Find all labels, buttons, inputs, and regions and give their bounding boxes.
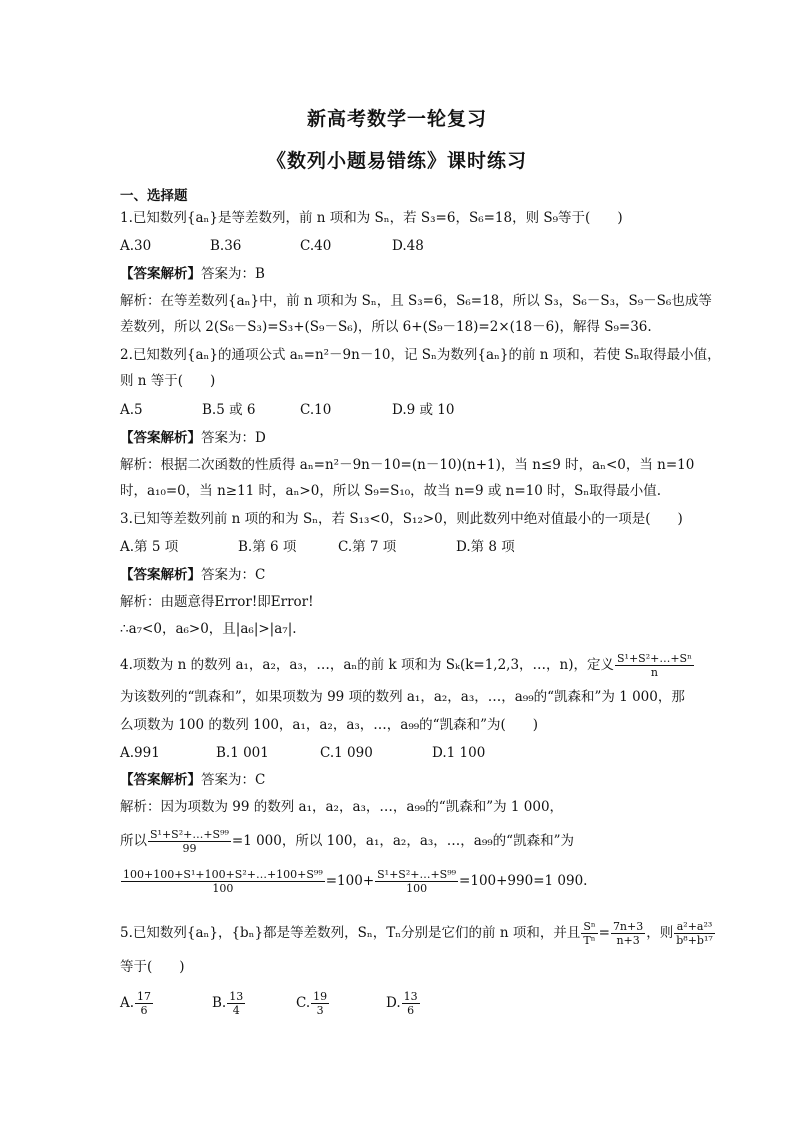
question-2-options bbox=[120, 401, 700, 419]
question-1-text: 1.已知数列{aₙ}是等差数列，前 n 项和为 Sₙ，若 S₃=6，S₆=18，则 S₉等于( ) bbox=[120, 210, 623, 226]
fraction-denominator: 100 bbox=[406, 882, 428, 895]
question-3-analysis-line: 解析：由题意得Error!即Error! bbox=[120, 594, 314, 610]
option-d: D.48 bbox=[392, 238, 424, 254]
question-3-text: 3.已知等差数列前 n 项的和为 Sₙ，若 S₁₃<0，S₁₂>0，则此数列中绝对值最小的一项是( ) bbox=[120, 511, 683, 527]
fraction-numerator: S¹+S²+…+S⁹⁹ bbox=[150, 828, 229, 841]
option-label: A. bbox=[120, 995, 135, 1011]
question-3-answer bbox=[120, 566, 700, 584]
question-4-answer bbox=[120, 771, 700, 789]
answer-text: 答案为：B bbox=[201, 266, 265, 282]
fraction-numerator: 7n+3 bbox=[612, 920, 644, 933]
fraction-numerator: a²+a²³ bbox=[674, 920, 715, 934]
option-label: D. bbox=[386, 995, 401, 1011]
fraction-numerator: 13 bbox=[403, 990, 418, 1003]
option-label: C. bbox=[296, 995, 311, 1011]
answer-tag: 【答案解析】 bbox=[120, 567, 201, 583]
question-3-analysis-line: ∴a₇<0，a₆>0，且|a₆|>|a₇|. bbox=[120, 621, 297, 637]
kaisen-sum-fraction bbox=[375, 868, 458, 895]
kaisen-sum-fraction bbox=[121, 868, 325, 895]
question-4-analysis-line bbox=[120, 828, 700, 855]
fraction-numerator: 17 bbox=[137, 990, 152, 1003]
ratio-fraction bbox=[581, 920, 597, 947]
analysis-text: =100+ bbox=[325, 873, 375, 889]
option-d: D.9 或 10 bbox=[392, 402, 455, 418]
question-5-text: 等于( ) bbox=[120, 959, 185, 975]
option-c: C.40 bbox=[300, 238, 332, 254]
analysis-text: =100+990=1 090. bbox=[459, 873, 588, 889]
option-c: C.10 bbox=[300, 402, 332, 418]
kaisen-sum-fraction bbox=[148, 828, 231, 855]
option-b: B.1 001 bbox=[216, 745, 269, 761]
fraction-denominator: 4 bbox=[232, 1004, 240, 1017]
answer-tag: 【答案解析】 bbox=[120, 266, 201, 282]
option-fraction bbox=[402, 990, 420, 1017]
fraction-numerator: 13 bbox=[229, 990, 244, 1003]
fraction-denominator: b⁸+b¹⁷ bbox=[676, 934, 713, 947]
question-text: 5.已知数列{aₙ}，{bₙ}都是等差数列，Sₙ，Tₙ分别是它们的前 n 项和，并且 bbox=[120, 925, 581, 941]
option-b: B.第 6 项 bbox=[238, 539, 297, 555]
option-label: B. bbox=[212, 995, 227, 1011]
option-c bbox=[296, 990, 386, 1017]
ratio-fraction bbox=[611, 920, 645, 947]
fraction-numerator: Sⁿ bbox=[583, 920, 596, 933]
ratio-fraction bbox=[674, 920, 715, 947]
option-a: A.991 bbox=[120, 745, 160, 761]
answer-text: 答案为：D bbox=[201, 430, 266, 446]
fraction-numerator: S¹+S²+…+S⁹⁹ bbox=[377, 868, 457, 881]
question-text: ，则 bbox=[646, 925, 674, 941]
question-4-options bbox=[120, 744, 700, 762]
option-fraction bbox=[135, 990, 153, 1017]
kaisen-sum-fraction bbox=[615, 652, 694, 679]
fraction-numerator: 100+100+S¹+100+S²+…+100+S⁹⁹ bbox=[123, 868, 323, 881]
document-title: 新高考数学一轮复习 bbox=[306, 108, 487, 130]
question-2-text: 2.已知数列{aₙ}的通项公式 aₙ=n²－9n－10，记 Sₙ为数列{aₙ}的前 n 项和，若使 Sₙ取得最小值， bbox=[120, 347, 721, 363]
option-a: A.第 5 项 bbox=[120, 539, 179, 555]
answer-tag: 【答案解析】 bbox=[120, 430, 201, 446]
fraction-denominator: 3 bbox=[316, 1004, 324, 1017]
question-2-analysis-line: 时，a₁₀=0，当 n≥11 时，aₙ>0，所以 S₉=S₁₀，故当 n=9 或 n=10 时，Sₙ取得最小值. bbox=[120, 483, 661, 499]
question-4-text: 么项数为 100 的数列 100，a₁，a₂，a₃，…，a₉₉的“凯森和”为( ) bbox=[120, 717, 538, 733]
option-d: D.第 8 项 bbox=[456, 539, 515, 555]
option-a: A.30 bbox=[120, 238, 152, 254]
fraction-denominator: 6 bbox=[407, 1004, 415, 1017]
fraction-denominator: n bbox=[650, 666, 658, 679]
option-d bbox=[386, 990, 421, 1017]
option-a: A.5 bbox=[120, 402, 143, 418]
question-4-text bbox=[120, 652, 700, 679]
option-c: C.第 7 项 bbox=[338, 539, 397, 555]
question-2-analysis-line: 解析：根据二次函数的性质得 aₙ=n²－9n－10=(n－10)(n+1)，当 n≤9 时，aₙ<0，当 n=10 bbox=[120, 457, 695, 473]
answer-text: 答案为：C bbox=[201, 772, 266, 788]
question-1-analysis-line: 差数列，所以 2(S₆－S₃)=S₃+(S₉－S₆)，所以 6+(S₉－18)=2×(18－6)，解得 S₉=36. bbox=[120, 319, 652, 335]
question-4-analysis-line: 解析：因为项数为 99 的数列 a₁，a₂，a₃，…，a₉₉的“凯森和”为 1 000， bbox=[120, 799, 564, 815]
section-heading: 一、选择题 bbox=[120, 188, 188, 204]
question-4-analysis-line bbox=[120, 868, 700, 895]
document-subtitle: 《数列小题易错练》课时练习 bbox=[266, 150, 527, 172]
equals-sign: = bbox=[598, 925, 610, 941]
answer-tag: 【答案解析】 bbox=[120, 772, 201, 788]
fraction-numerator: S¹+S²+…+Sⁿ bbox=[617, 652, 692, 665]
question-5-options bbox=[120, 990, 700, 1017]
question-2-text: 则 n 等于( ) bbox=[120, 373, 216, 389]
option-c: C.1 090 bbox=[320, 745, 373, 761]
option-fraction bbox=[227, 990, 245, 1017]
fraction-numerator: 19 bbox=[313, 990, 328, 1003]
option-fraction bbox=[311, 990, 329, 1017]
analysis-text: 所以 bbox=[120, 833, 147, 849]
fraction-denominator: n+3 bbox=[616, 934, 640, 947]
fraction-denominator: 100 bbox=[212, 882, 234, 895]
question-2-answer bbox=[120, 429, 700, 447]
question-5-text bbox=[120, 920, 713, 947]
analysis-text: =1 000，所以 100，a₁，a₂，a₃，…，a₉₉的“凯森和”为 bbox=[231, 833, 574, 849]
option-b bbox=[212, 990, 296, 1017]
option-b: B.36 bbox=[210, 238, 242, 254]
question-3-options bbox=[120, 538, 700, 556]
question-4-text-start: 4.项数为 n 的数列 a₁，a₂，a₃，…，aₙ的前 k 项和为 Sₖ(k=1,2,3，…，n)，定义 bbox=[120, 657, 615, 673]
option-a bbox=[120, 990, 212, 1017]
option-d: D.1 100 bbox=[432, 745, 486, 761]
question-1-answer bbox=[120, 265, 700, 283]
question-1-analysis-line: 解析：在等差数列{aₙ}中，前 n 项和为 Sₙ，且 S₃=6，S₆=18，所以 S₃，S₆－S₃，S₉－S₆也成等 bbox=[120, 293, 712, 309]
question-1-options bbox=[120, 237, 700, 255]
answer-text: 答案为：C bbox=[201, 567, 266, 583]
fraction-denominator: Tⁿ bbox=[583, 934, 596, 947]
fraction-denominator: 99 bbox=[182, 842, 197, 855]
question-4-text: 为该数列的“凯森和”，如果项数为 99 项的数列 a₁，a₂，a₃，…，a₉₉的“凯森和”为 1 000，那 bbox=[120, 689, 685, 705]
fraction-denominator: 6 bbox=[140, 1004, 148, 1017]
option-b: B.5 或 6 bbox=[202, 402, 256, 418]
